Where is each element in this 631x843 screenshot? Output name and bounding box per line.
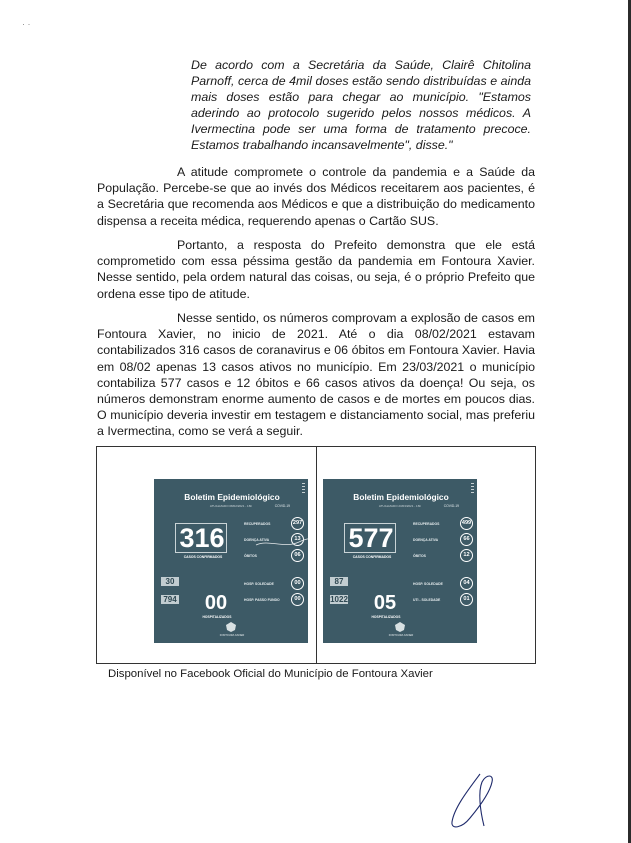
card-footer: FONTOURA XAVIER xyxy=(219,634,245,637)
dots-icon xyxy=(302,483,305,495)
confirmed-label: CASOS CONFIRMADOS xyxy=(183,555,223,559)
card-header-small: ATUALIZADO 08/02/2021 - 16h xyxy=(209,504,253,508)
card-title: Boletim Epidemiológico xyxy=(184,492,280,502)
stat-hosp-soledade xyxy=(244,577,304,591)
boletim-figure xyxy=(96,446,536,664)
confirmed-count: 316 xyxy=(179,523,225,553)
stat-value: 06 xyxy=(291,549,304,562)
stat-value: 00 xyxy=(291,593,304,606)
stat-value: 13 xyxy=(291,533,304,546)
stat-value: 297 xyxy=(291,517,304,530)
handwritten-signature xyxy=(446,770,498,832)
paragraph-2 xyxy=(97,237,535,302)
stat-hosp-soledade xyxy=(413,577,473,591)
stat-label: ÓBITOS xyxy=(244,554,257,558)
stat-label: UTI - SOLEDADE xyxy=(413,598,441,602)
side-count-bottom: 1022 xyxy=(330,595,348,604)
stat-label: HOSP. PASSO FUNDO xyxy=(244,598,280,602)
municipal-crest-icon xyxy=(394,622,406,632)
card-subtitle: COVID-19 xyxy=(274,504,290,508)
stat-recuperados xyxy=(244,517,304,531)
stat-label: RECUPERADOS xyxy=(413,522,440,526)
side-count-top: 30 xyxy=(161,577,179,586)
pen-scribble xyxy=(254,537,308,549)
stat-value: 499 xyxy=(460,517,473,530)
stat-obitos xyxy=(413,549,473,563)
paragraph-2-text: Portanto, a resposta do Prefeito demonstra que ele está comprometido com essa péssima gestão da pandemia em Fontoura Xavier. Nesse sentido, pela ordem natural das coisas, ou seja, é o próprio Prefeito que ordena esse tipo de atitude. xyxy=(97,238,535,301)
stat-label: DOENÇA ATIVA xyxy=(244,538,270,542)
paragraph-3 xyxy=(97,310,535,440)
card-title: Boletim Epidemiológico xyxy=(353,492,449,502)
stat-value: 66 xyxy=(460,533,473,546)
hospitalized-count: 00 xyxy=(204,592,228,614)
stat-doenca-ativa xyxy=(413,533,473,547)
side-count-bottom: 794 xyxy=(161,595,179,604)
quoted-statement: De acordo com a Secretária da Saúde, Clairê Chitolina Parnoff, cerca de 4mil doses estão sendo distribuídas e ainda mais doses estão para chegar ao município. "Estamos aderindo ao protocolo sugerido pelos nossos médicos. A Ivermectina pode ser uma forma de tratamento precoce. Estamos trabalhando incansavelmente", disse." xyxy=(191,58,531,152)
stat-label: DOENÇA ATIVA xyxy=(413,538,439,542)
stat-label: HOSP. SOLEDADE xyxy=(413,582,443,586)
stat-hosp-passo-fundo xyxy=(244,593,304,607)
hospitalized-label: HOSPITALIZADOS xyxy=(202,615,232,619)
confirmed-label: CASOS CONFIRMADOS xyxy=(352,555,392,559)
municipal-crest-icon xyxy=(225,622,237,632)
stat-value: 04 xyxy=(460,577,473,590)
paragraph-1-text: A atitude compromete o controle da pandemia e a Saúde da População. Percebe-se que ao invés dos Médicos receitarem aos pacientes, é a Secretária que recomenda aos Médicos e que a distribuição do medicamento dispensa a receita médica, requerendo apenas o Cartão SUS. xyxy=(97,165,535,228)
stat-value: 01 xyxy=(460,593,473,606)
figure-divider xyxy=(316,447,317,663)
side-count-top: 87 xyxy=(330,577,348,586)
dots-icon xyxy=(471,483,474,495)
stat-recuperados xyxy=(413,517,473,531)
confirmed-count: 577 xyxy=(348,523,394,553)
confirmed-box xyxy=(344,523,396,553)
boletim-card-08-02 xyxy=(154,479,308,643)
stat-label: RECUPERADOS xyxy=(244,522,271,526)
card-footer: FONTOURA XAVIER xyxy=(388,634,414,637)
paragraph-1 xyxy=(97,164,535,229)
stat-value: 12 xyxy=(460,549,473,562)
boletim-card-23-03 xyxy=(323,479,477,643)
stat-uti-soledade xyxy=(413,593,473,607)
hospitalized-count: 05 xyxy=(373,592,397,614)
scan-mark: · · xyxy=(22,19,31,29)
stat-value: 00 xyxy=(291,577,304,590)
paragraph-3-text: Nesse sentido, os números comprovam a explosão de casos em Fontoura Xavier, no inicio de 2021. Até o dia 08/02/2021 estavam contabilizados 316 casos de coranavirus e 06 óbitos em Fontoura Xavier. Havia em 08/02 apenas 13 casos ativos no município. Em 23/03/2021 o município contabiliza 577 casos e 12 óbitos e 66 casos ativos da doença! Ou seja, os números demonstram enorme aumento de casos e de mortes em poucos dias. O município deveria investir em testagem e distanciamento social, mas preferiu a Ivermectina, como se verá a seguir. xyxy=(97,311,535,439)
figure-caption: Disponível no Facebook Oficial do Município de Fontoura Xavier xyxy=(108,668,433,680)
card-subtitle: COVID-19 xyxy=(443,504,459,508)
hospitalized-label: HOSPITALIZADOS xyxy=(371,615,401,619)
confirmed-box xyxy=(175,523,227,553)
card-header-small: ATUALIZADO 23/03/2021 - 16h xyxy=(378,504,422,508)
stat-label: HOSP. SOLEDADE xyxy=(244,582,274,586)
stat-obitos xyxy=(244,549,304,563)
stat-label: ÓBITOS xyxy=(413,554,426,558)
